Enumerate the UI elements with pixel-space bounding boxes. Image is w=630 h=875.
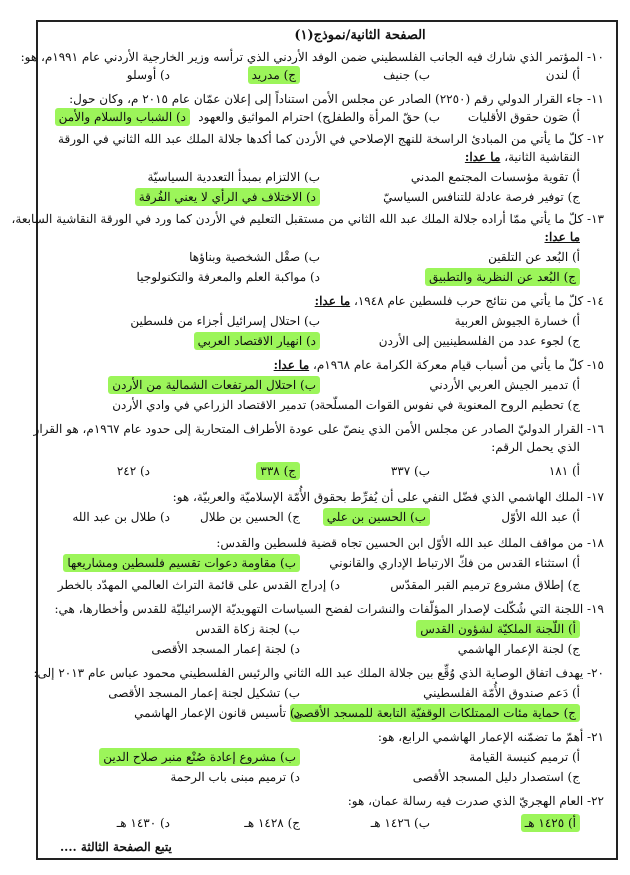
q22-option-a: أ) ١٤٢٥ هـ: [521, 814, 580, 832]
q20-option-c: ج) حماية مئات الممتلكات الوقفيّة التابعة للمسجد الأقصى: [290, 704, 580, 722]
question-14-text: ١٤- كلّ ما يأتي من نتائج حرب فلسطين عام ١٩٤٨،: [353, 294, 604, 308]
question-15: [44, 356, 604, 374]
q15-option-d: د) تدمير الاقتصاد الزراعي في وادي الأردن: [112, 398, 320, 412]
q17-option-b: ب) الحسين بن علي: [323, 508, 430, 526]
question-20: ٢٠- يهدف اتفاق الوصاية الذي وُقِّع بين جلالة الملك عبد الله الثاني والرئيس الفلسطيني محمود عباس عام ٢٠١٣ إلى:: [33, 666, 604, 680]
q13-option-c: ج) البُعد عن النظرية والتطبيق: [425, 268, 580, 286]
question-12-cont: [180, 148, 580, 166]
question-17: ١٧- الملك الهاشمي الذي فضّل النفي على أن يُفرِّط بحقوق الأُمّة الإسلاميّة والعربيّة، هو:: [172, 490, 604, 504]
q22-option-b: ب) ١٤٢٦ هـ: [370, 816, 430, 830]
q15-option-c: ج) تحطيم الروح المعنوية في نفوس القوات المسلّحة: [319, 398, 580, 412]
question-19: ١٩- اللجنة التي شُكّلت لإصدار المؤلّفات والنشرات لفضح السياسات التهويديّة الإسرائيليّة للقدس وأخطارها، هي:: [54, 602, 604, 616]
question-12: ١٢- كلّ ما يأتي من المبادئ الراسخة للنهج الإصلاحي في الأردن كما أكدها جلالة الملك عبد الله الثاني في الورقة: [58, 132, 604, 146]
q12-option-c: ج) توفير فرصة عادلة للتنافس السياسيّ: [383, 190, 580, 204]
q17-option-d: د) طلال بن عبد الله: [72, 510, 170, 524]
q13-option-d: د) مواكبة العلم والمعرفة والتكنولوجيا: [136, 270, 320, 284]
q11-option-b: ب) حقّ المرأة والطفل: [327, 110, 440, 124]
q11-option-c: ج) احترام المواثيق والعهود: [198, 110, 330, 124]
q18-option-b: ب) مقاومة دعوات تقسيم فلسطين ومشاريعها: [63, 554, 300, 572]
q13-option-a: أ) البُعد عن التلقين: [488, 250, 580, 264]
question-11: ١١- جاء القرار الدولي رقم (٢٢٥٠) الصادر عن مجلس الأمن استناداً إلى إعلان عمّان عام ٢٠١٥ م، وكان حول:: [69, 92, 604, 106]
q16-option-b: ب) ٣٣٧: [390, 464, 430, 478]
q22-option-c: ج) ١٤٢٨ هـ: [244, 816, 300, 830]
q10-option-c: ج) مدريد: [248, 66, 300, 84]
q15-option-b: ب) احتلال المرتفعات الشمالية من الأردن: [108, 376, 320, 394]
q14-option-c: ج) لجوء عدد من الفلسطينيين إلى الأردن: [378, 334, 580, 348]
question-12-cont-text: النقاشية الثانية،: [504, 150, 580, 164]
question-13-cont: [380, 228, 580, 246]
question-16-cont: الذي يحمل الرقم:: [491, 440, 580, 454]
q19-option-a: أ) اللّجنة الملكيّة لشؤون القدس: [416, 620, 580, 638]
q21-option-d: د) ترميم مبنى باب الرحمة: [170, 770, 300, 784]
question-13: ١٣- كلّ ما يأتي ممّا أراده جلالة الملك عبد الله الثاني من مستقبل التعليم في الأردن كما ورد في الورقة النقاشية السابعة،: [11, 212, 604, 226]
q15-except: ما عدا:: [273, 358, 310, 372]
q17-option-c: ج) الحسين بن طلال: [200, 510, 300, 524]
q22-option-d: د) ١٤٣٠ هـ: [116, 816, 170, 830]
q19-option-b: ب) لجنة زكاة القدس: [195, 622, 300, 636]
page-title: الصفحة الثانية/نموذج(١): [294, 28, 426, 43]
q20-option-d: د) تأسيس قانون الإعمار الهاشمي: [134, 706, 300, 720]
question-15-text: ١٥- كلّ ما يأتي من أسباب قيام معركة الكرامة عام ١٩٦٨م،: [312, 358, 604, 372]
q20-option-b: ب) تشكيل لجنة إعمار المسجد الأقصى: [108, 686, 300, 700]
q11-option-a: أ) صَون حقوق الأقليات: [467, 110, 580, 124]
q18-option-c: ج) إطلاق مشروع ترميم القبر المقدّس: [390, 578, 580, 592]
q12-option-d: د) الاختلاف في الرأي لا يعني الفُرقة: [135, 188, 320, 206]
q11-option-d: د) الشباب والسلام والأمن: [55, 108, 190, 126]
q16-option-d: د) ٢٤٢: [116, 464, 150, 478]
q10-option-d: د) أوسلو: [126, 68, 170, 82]
question-16: ١٦- القرار الدوليّ الصادر عن مجلس الأمن الذي ينصّ على عودة الأطراف المتحاربة إلى حدود عام ١٩٦٧م، هو القرار: [33, 422, 604, 436]
q14-option-d: د) انهيار الاقتصاد العربي: [194, 332, 320, 350]
q15-option-a: أ) تدمير الجيش العربي الأردني: [429, 378, 580, 392]
page-footer: يتبع الصفحة الثالثة ....: [60, 840, 172, 854]
q14-option-b: ب) احتلال إسرائيل أجزاء من فلسطين: [130, 314, 320, 328]
question-18: ١٨- من مواقف الملك عبد الله الأوّل ابن الحسين تجاه قضية فلسطين والقدس:: [216, 536, 604, 550]
question-22: ٢٢- العام الهجريّ الذي صدرت فيه رسالة عمان، هو:: [347, 794, 604, 808]
q13-except: ما عدا:: [544, 230, 580, 244]
question-10: ١٠- المؤتمر الذي شارك فيه الجانب الفلسطيني ضمن الوفد الأردني الذي ترأسه وزير الخارجية الأردني عام ١٩٩١م، هو:: [20, 50, 604, 64]
question-21: ٢١- أهمّ ما تضمّنه الإعمار الهاشمي الرابع، هو:: [377, 730, 604, 744]
q18-option-a: أ) استثناء القدس من فكّ الارتباط الإداري والقانوني: [329, 556, 580, 570]
q19-option-d: د) لجنة إعمار المسجد الأقصى: [151, 642, 300, 656]
q21-option-b: ب) مشروع إعادة صُنْع منبر صلاح الدين: [99, 748, 300, 766]
q14-option-a: أ) خسارة الجيوش العربية: [454, 314, 580, 328]
question-14: [44, 292, 604, 310]
q10-option-b: ب) جنيف: [383, 68, 430, 82]
q16-option-a: أ) ١٨١: [548, 464, 580, 478]
q12-option-b: ب) الالتزام بمبدأ التعددية السياسيّة: [147, 170, 320, 184]
q21-option-a: أ) ترميم كنيسة القيامة: [469, 750, 580, 764]
q12-option-a: أ) تقوية مؤسسات المجتمع المدني: [410, 170, 580, 184]
q14-except: ما عدا:: [314, 294, 351, 308]
q16-option-c: ج) ٣٣٨: [256, 462, 300, 480]
q21-option-c: ج) استصدار دليل المسجد الأقصى: [412, 770, 580, 784]
q13-option-b: ب) صقْل الشخصية وبناؤها: [189, 250, 320, 264]
q19-option-c: ج) لجنة الإعمار الهاشمي: [457, 642, 580, 656]
q10-option-a: أ) لندن: [545, 68, 580, 82]
q20-option-a: أ) دَعم صندوق الأُمّة الفلسطيني: [423, 686, 580, 700]
q17-option-a: أ) عبد الله الأوّل: [501, 510, 580, 524]
q12-except: ما عدا:: [464, 150, 501, 164]
q18-option-d: د) إدراج القدس على قائمة التراث العالمي المهدّد بالخطر: [57, 578, 340, 592]
